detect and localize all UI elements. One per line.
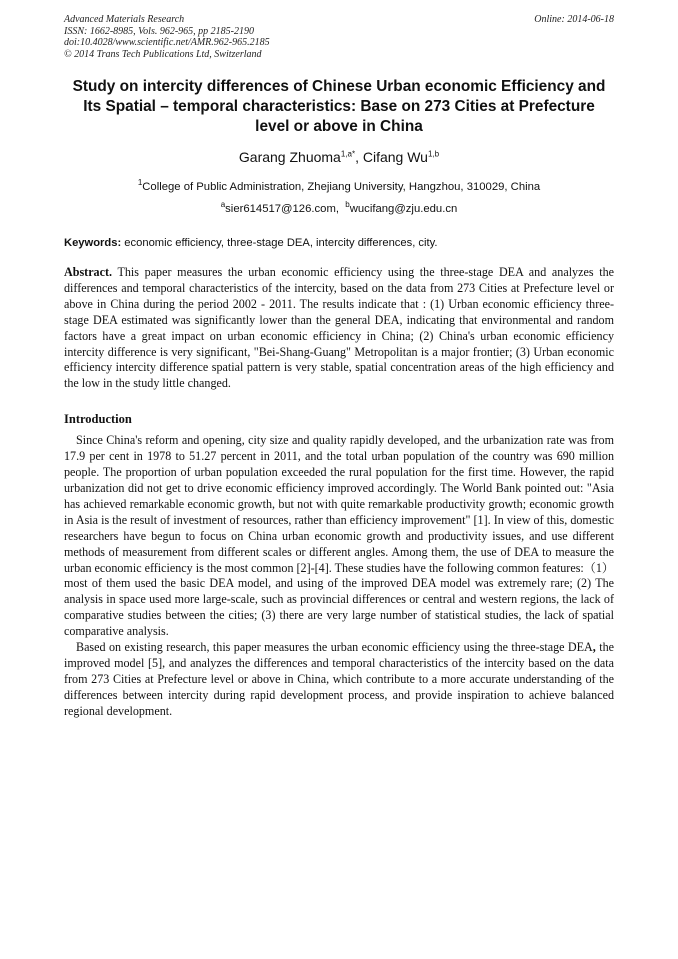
author-name: Cifang Wu xyxy=(362,149,428,165)
author-list xyxy=(64,149,614,165)
author-affil-mark: 1,b xyxy=(427,149,440,159)
email-mark: b xyxy=(345,200,350,210)
keywords xyxy=(64,237,614,249)
abstract-text: This paper measures the urban economic efficiency using the three-stage DEA and analyzes the differences and temporal characteristics of the intercity, based on the data from 273 Cities at Prefecture level or above in China during the period 2002 - 2011. The results indicate that : (1) Urban economic efficiency three-stage DEA estimated was significantly lower than the general DEA, indicating that environmental and random factors have a great impact on urban economic efficiency in China; (2) China's urban economic efficiency intercity difference is very significant, "Bei-Shang-Guang" Metropolitan is a major frontier; (3) Urban economic efficiency intercity difference spatial pattern is very stable, spatial concentration areas of the high efficiency and the low in the study little changed. xyxy=(64,265,614,391)
paragraph-bold-comma: , xyxy=(592,640,596,655)
intro-paragraph-2 xyxy=(64,640,614,720)
online-date: Online: 2014-06-18 xyxy=(534,14,614,25)
journal-copyright: © 2014 Trans Tech Publications Ltd, Switzerland xyxy=(64,48,262,60)
paper-title: Study on intercity differences of Chinese Urban economic Efficiency and Its Spatial – temporal characteristics: Base on 273 Cities at Prefecture level or above in China xyxy=(72,78,606,135)
affiliation-mark: 1 xyxy=(137,178,143,188)
journal-header xyxy=(64,14,614,60)
author-emails xyxy=(64,200,614,215)
abstract-label: Abstract. xyxy=(64,265,113,279)
journal-info xyxy=(64,14,270,60)
author-separator: , xyxy=(355,149,363,165)
email-link[interactable]: sier614517@126.com, xyxy=(225,203,339,215)
journal-name: Advanced Materials Research xyxy=(64,14,185,25)
email-link[interactable]: wucifang@zju.edu.cn xyxy=(349,203,458,215)
author-affil-mark: 1,a* xyxy=(340,149,356,159)
intro-paragraph-1: Since China's reform and opening, city size and quality rapidly developed, and the urbanization rate was from 17.9 per cent in 1978 to 51.27 percent in 2011, and the total urban population of the country was 690 million people. The proportion of urban population exceeded the rural population for the first time. However, the rapid urbanization did not get to drive economic efficiency improved accordingly. The World Bank pointed out: "Asia has achieved remarkable economic growth, but not with quite remarkable productivity growth; economic growth in Asia is the result of investment of resources, rather than efficiency improvement" [1]. In view of this, domestic researchers have begun to focus on China urban economic growth and productivity issues, and use different methods of measurement from different scales or different angles. Among them, the use of DEA to measure the urban economic efficiency is the most common [2]-[4]. These studies have the following common features:（1）most of them used the basic DEA model, and using of the improved DEA model was extremely rare; (2) The analysis in space used more large-scale, such as provincial differences or central and western regions, the lack of comparative studies between the cities; (3) there are very large number of statistical studies, the lack of spatial comparative analysis. xyxy=(64,433,615,639)
journal-doi: doi:10.4028/www.scientific.net/AMR.962-965.2185 xyxy=(64,37,270,48)
paragraph-text: Based on existing research, this paper measures the urban economic efficiency using the three-stage DEA xyxy=(76,640,593,655)
keywords-label: Keywords: xyxy=(64,237,122,249)
email-mark: a xyxy=(220,200,226,210)
paragraph-text: the improved model [5], and analyzes the differences and temporal characteristics of the intercity based on the data from 273 Cities at Prefecture level or above in China, which contribute to a more accurate understanding of the differences between intercity during rapid development process, and provide inspiration to achieve balanced regional development. xyxy=(64,640,614,718)
author-name: Garang Zhuoma xyxy=(238,149,341,165)
affiliation-text: College of Public Administration, Zhejiang University, Hangzhou, 310029, China xyxy=(142,181,541,193)
affiliation xyxy=(64,178,614,193)
section-heading-introduction: Introduction xyxy=(64,412,132,427)
journal-issn: ISSN: 1662-8985, Vols. 962-965, pp 2185-2190 xyxy=(64,25,254,37)
abstract xyxy=(64,265,614,392)
keywords-text: economic efficiency, three-stage DEA, intercity differences, city. xyxy=(121,237,438,249)
